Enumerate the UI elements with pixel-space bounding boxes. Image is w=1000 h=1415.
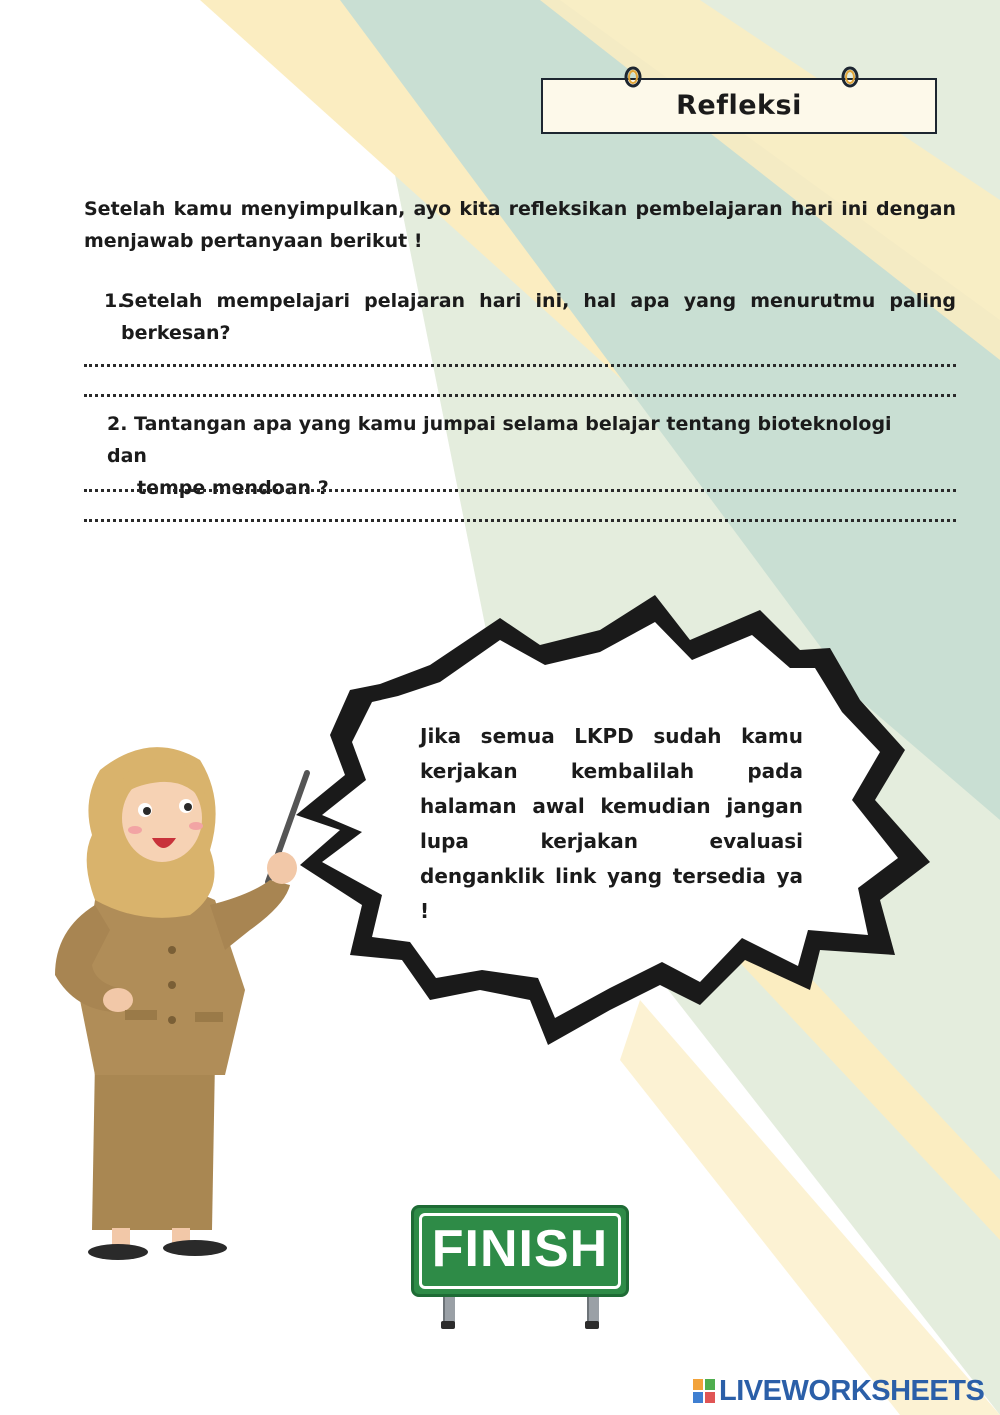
finish-sign bbox=[411, 1205, 629, 1329]
bubble-text: Jika semua LKPD sudah kamu kerjakan kembalilah pada halaman awal kemudian jangan lupa kerjakan evaluasi denganklik link yang tersedia ya ! bbox=[420, 724, 803, 923]
sign-post-right bbox=[587, 1297, 599, 1323]
liveworksheets-watermark bbox=[693, 1376, 993, 1408]
question-1-number: 1. bbox=[104, 290, 125, 312]
page-title: Refleksi bbox=[676, 90, 802, 121]
finish-label: FINISH bbox=[431, 1220, 609, 1278]
sign-post-base-right bbox=[585, 1321, 599, 1329]
question-2-line-2: tempe mendoan ? bbox=[137, 477, 329, 499]
question-2-line-1: 2. Tantangan apa yang kamu jumpai selama belajar tentang bioteknologi dan bbox=[107, 413, 892, 467]
sign-post-left bbox=[443, 1297, 455, 1323]
liveworksheets-text: LIVEWORKSHEETS bbox=[719, 1375, 985, 1407]
liveworksheets-logo-icon bbox=[693, 1379, 715, 1403]
intro-text: Setelah kamu menyimpulkan, ayo kita refleksikan pembelajaran hari ini dengan menjawab pertanyaan berikut ! bbox=[84, 198, 956, 252]
question-1-text: Setelah mempelajari pelajaran hari ini, hal apa yang menurutmu paling berkesan? bbox=[121, 290, 956, 344]
sign-post-base-left bbox=[441, 1321, 455, 1329]
